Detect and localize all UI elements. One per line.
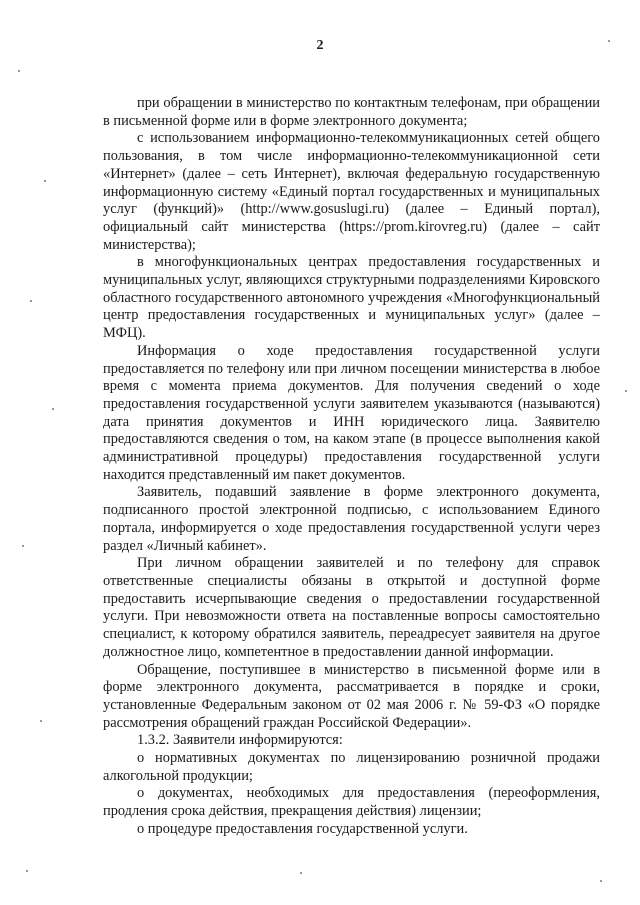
paragraph: о процедуре предоставления государственной услуги.	[137, 820, 468, 837]
paragraph: Информация о ходе предоставления государственной услуги предоставляется по телефону или при личном посещении министерства в любое время с момента приема документов. Для получения сведений о ходе предоставления государственной услуги заявителем указываются (называются) дата принятия документов и ИНН юридического лица. Заявителю предоставляются сведения о том, на каком этапе (в процессе выполнения какой административной процедуры) предоставления государственной услуги находится представленный им пакет документов.	[103, 342, 600, 483]
scan-speck	[44, 180, 46, 182]
scan-speck	[26, 870, 28, 872]
paragraph: о нормативных документах по лицензированию розничной продажи алкогольной продукции;	[103, 750, 600, 784]
paragraph: о документах, необходимых для предоставления (переоформления, продления срока действия, прекращения действия) лицензии;	[103, 785, 600, 820]
scan-speck	[22, 545, 24, 547]
scan-speck	[625, 390, 627, 392]
scan-speck	[600, 880, 602, 882]
page-number: 2	[316, 38, 324, 53]
scan-speck	[30, 300, 32, 302]
paragraph: Заявитель, подавший заявление в форме электронного документа, подписанного простой электронной подписью, с использованием Единого портала, информируется о ходе предоставления государственной услуги через раздел «Личный кабинет».	[103, 484, 600, 554]
paragraph: с использованием информационно-телекоммуникационных сетей общего пользования, в том числе информационно-телекоммуникационной сети «Интернет» (далее – сеть Интернет), включая федеральную государственную информационную систему «Единый портал государственных и муниципальных услуг (функций)» (http://www.gosuslugi.ru) (далее – Единый портал), официальный сайт министерства (https://prom.kirovreg.ru) (далее – сайт министерства);	[103, 130, 600, 253]
document-body	[103, 95, 600, 839]
paragraph: при обращении в министерство по контактным телефонам, при обращении в письменной форме или в форме электронного документа;	[103, 95, 600, 129]
paragraph: 1.3.2. Заявители информируются:	[137, 732, 343, 749]
scan-speck	[608, 40, 610, 42]
paragraph: При личном обращении заявителей и по телефону для справок ответственные специалисты обязаны в открытой и доступной форме предоставить исчерпывающие сведения о предоставлении государственной услуги. При невозможности ответа на поставленные вопросы самостоятельно специалист, к которому обратился заявитель, переадресует заявителя на другое должностное лицо, компетентное в предоставлении данной информации.	[103, 555, 600, 660]
scan-speck	[300, 872, 302, 874]
scan-speck	[18, 70, 20, 72]
paragraph: Обращение, поступившее в министерство в письменной форме или в форме электронного документа, рассматривается в порядке и сроки, установленные Федеральным законом от 02 мая 2006 г. № 59-ФЗ «О порядке рассмотрения обращений граждан Российской Федерации».	[103, 661, 600, 731]
scan-speck	[52, 408, 54, 410]
paragraph: в многофункциональных центрах предоставления государственных и муниципальных услуг, являющихся структурными подразделениями Кировского областного государственного автономного учреждения «Многофункциональный центр предоставления государственных и муниципальных услуг» (далее – МФЦ).	[103, 254, 600, 342]
scan-speck	[40, 720, 42, 722]
